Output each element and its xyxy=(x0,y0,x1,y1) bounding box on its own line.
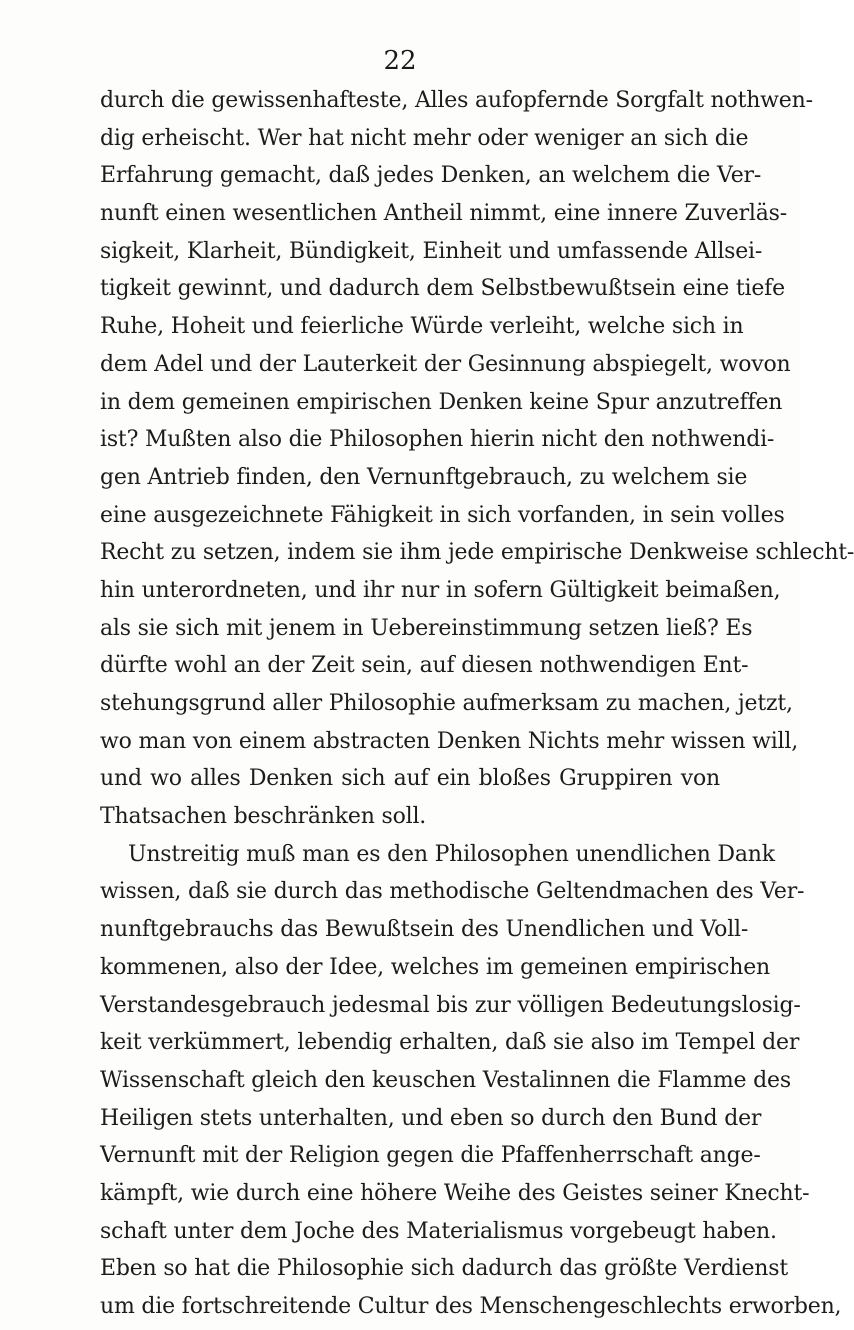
text-line: durch die gewissenhafteste, Alles aufopfernde Sorgfalt nothwen- xyxy=(100,88,813,113)
text-line: Unstreitig muß man es den Philosophen unendlichen Dank xyxy=(128,841,775,867)
text-line: Eben so hat die Philosophie sich dadurch das größte Verdienst xyxy=(100,1256,789,1282)
text-line: wissen, daß sie durch das methodische Geltendmachen des Ver- xyxy=(100,879,805,905)
text-line: Vernunft mit der Religion gegen die Pfaffenherrschaft ange- xyxy=(100,1143,761,1169)
text-line: wo man von einem abstracten Denken Nichts mehr wissen will, xyxy=(100,728,799,754)
text-line: eine ausgezeichnete Fähigkeit in sich vorfanden, in sein volles xyxy=(100,502,785,528)
text-line: Erfahrung gemacht, daß jedes Denken, an welchem die Ver- xyxy=(100,163,762,189)
text-line: Recht zu setzen, indem sie ihm jede empirische Denkweise schlecht- xyxy=(100,540,854,566)
text-line: stehungsgrund aller Philosophie aufmerksam zu machen, jetzt, xyxy=(100,691,793,716)
text-line: schaft unter dem Joche des Materialismus vorgebeugt haben. xyxy=(100,1218,777,1244)
text-line: Thatsachen beschränken soll. xyxy=(100,804,427,830)
text-line: Verstandesgebrauch jedesmal bis zur völligen Bedeutungslosig- xyxy=(100,992,801,1018)
page-number: 22 xyxy=(383,46,417,76)
text-line: hin unterordneten, und ihr nur in sofern Gültigkeit beimaßen, xyxy=(100,577,781,603)
text-line: dem Adel und der Lauterkeit der Gesinnung abspiegelt, wovon xyxy=(100,351,791,377)
text-line: nunftgebrauchs das Bewußtsein des Unendlichen und Voll- xyxy=(100,917,749,943)
text-line: keit verkümmert, lebendig erhalten, daß sie also im Tempel der xyxy=(100,1030,800,1056)
text-line: Wissenschaft gleich den keuschen Vestalinnen die Flamme des xyxy=(100,1067,791,1093)
body-text xyxy=(100,82,854,1326)
text-line: und wo alles Denken sich auf ein bloßes Gruppiren von xyxy=(100,766,720,792)
text-line: tigkeit gewinnt, und dadurch dem Selbstbewußtsein eine tiefe xyxy=(100,276,785,302)
text-line: nunft einen wesentlichen Antheil nimmt, eine innere Zuverläs- xyxy=(100,201,787,227)
text-line: um die fortschreitende Cultur des Menschengeschlechts erworben, xyxy=(100,1294,842,1319)
text-line: Ruhe, Hoheit und feierliche Würde verleiht, welche sich in xyxy=(100,314,744,340)
text-line: dürfte wohl an der Zeit sein, auf diesen nothwendigen Ent- xyxy=(100,653,749,679)
text-line: gen Antrieb finden, den Vernunftgebrauch, zu welchem sie xyxy=(100,464,748,490)
text-line: ist? Mußten also die Philosophen hierin nicht den nothwendi- xyxy=(100,427,775,453)
text-line: dig erheischt. Wer hat nicht mehr oder weniger an sich die xyxy=(100,125,749,151)
text-line: sigkeit, Klarheit, Bündigkeit, Einheit und umfassende Allsei- xyxy=(100,238,763,264)
text-line: als sie sich mit jenem in Uebereinstimmung setzen ließ? Es xyxy=(100,615,753,641)
text-line: in dem gemeinen empirischen Denken keine Spur anzutreffen xyxy=(100,389,783,415)
text-line: kommenen, also der Idee, welches im gemeinen empirischen xyxy=(100,954,771,980)
text-line: Heiligen stets unterhalten, und eben so durch den Bund der xyxy=(100,1105,762,1131)
text-line: kämpft, wie durch eine höhere Weihe des Geistes seiner Knecht- xyxy=(100,1180,810,1206)
